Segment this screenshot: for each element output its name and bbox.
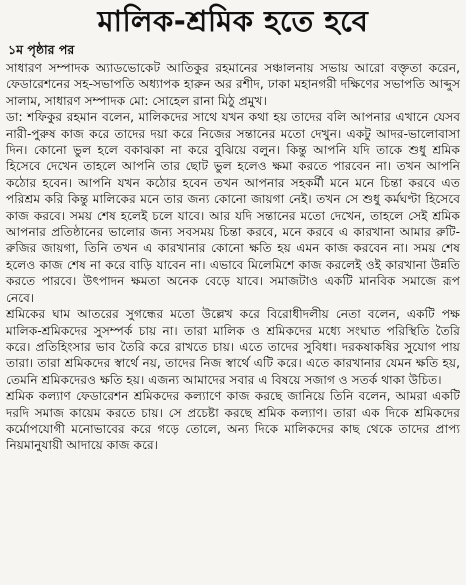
article-body [6,60,460,454]
headline: মালিক-শ্রমিক হতে হবে [97,4,369,38]
article-paragraph-4: শ্রমিক কল্যাণ ফেডারেশন শ্রমিকদের কল্যাণে কাজ করছে জানিয়ে তিনি বলেন, আমরা একটি দরদি সমাজ কায়েম করতে চায়। সে প্রচেষ্টা করছে শ্রমিক কল্যাণ। তারা এক দিকে শ্রমিকদের কর্মোপযোগী মনোভাবের করে গড়ে তোলে, অন্য দিকে মালিকদের কাছ থেকে তাদের প্রাপ্য নিয়মানুযায়ী আদায়ে কাজ করে। [6,389,460,453]
article-paragraph-3: শ্রমিকের ঘাম আতরের সুগন্ধের মতো উল্লেখ করে বিরোধীদলীয় নেতা বলেন, একটি পক্ষ মালিক-শ্রমিকদের সুসম্পর্ক চায় না। তারা মালিক ও শ্রমিকদের মধ্যে সংঘাত পরিস্থিতি তৈরি করে। প্রতিহিংসার ভাব তৈরি করে রাখতে চায়। এতে তাদের সুবিধা। দরকষাকষির সুযোগ পায় তারা। তারা শ্রমিকদের স্বার্থে নয়, তাদের নিজ স্বার্থে এটি করে। এতে কারখানার যেমন ক্ষতি হয়, তেমনি শ্রমিকদেরও ক্ষতি হয়। এজন্য আমাদের সবার এ বিষয়ে সজাগ ও সতর্ক থাকা উচিত। [6,307,460,387]
article-paragraph-2: ডা: শফিকুর রহমান বলেন, মালিকদের সাথে যখন কথা হয় তাদের বলি আপনার এখানে যেসব নারী-পুরুষ কাজ করে তাদের দয়া করে নিজের সন্তানের মতো দেখুন। একটু আদর-ভালোবাসা দিন। কোনো ভুল হলে বকাঝকা না করে বুঝিয়ে বলুন। কিন্তু আপনি যদি তাকে শুধু শ্রমিক হিসেবে দেখেন তাহলে আপনি তার ছোট ভুল হলেও ক্ষমা করতে পারবেন না। তখন আপনি কঠোর হবেন। আপনি যখন কঠোর হবেন তখন আপনার সহকর্মী মনে মনে চিন্তা করবে এত পরিশ্রম করি কিন্তু মালিকের মনে তার জন্য কোনো জায়গা নেই। তখন সে শুধু কর্মঘণ্টা হিসেবে কাজ করবে। সময় শেষ হলেই চলে যাবে। আর যদি সন্তানের মতো দেখেন, তাহলে সেই শ্রমিক আপনার প্রতিষ্ঠানের ভালোর জন্য সবসময় চিন্তা করবে, মনে করবে এ কারখানা আমার রুটি-রুজির জায়গা, তিনি তখন এ কারখানার কোনো ক্ষতি হয় এমন কাজ করবেন না। সময় শেষ হলেও কাজ শেষ না করে বাড়ি যাবেন না। এভাবে মিলেমিশে কাজ করলেই ওই কারখানা উন্নতি করতে পারবে। উৎপাদন ক্ষমতা অনেক বেড়ে যাবে। সমাজটাও একটি মানবিক সমাজে রূপ নেবে। [6,110,460,305]
article-paragraph-1: সাধারণ সম্পাদক অ্যাডভোকেট আতিকুর রহমানের সঞ্চালনায় সভায় আরো বক্তৃতা করেন, ফেডারেশনের সহ-সভাপতি অধ্যাপক হারুন অর রশীদ, ঢাকা মহানগরী দক্ষিণের সভাপতি আব্দুস সালাম, সাধারণ সম্পাদক মো: সোহেল রানা মিঠু প্রমুখ। [6,61,460,108]
continuation-label: ১ম পৃষ্ঠার পর [8,42,75,57]
